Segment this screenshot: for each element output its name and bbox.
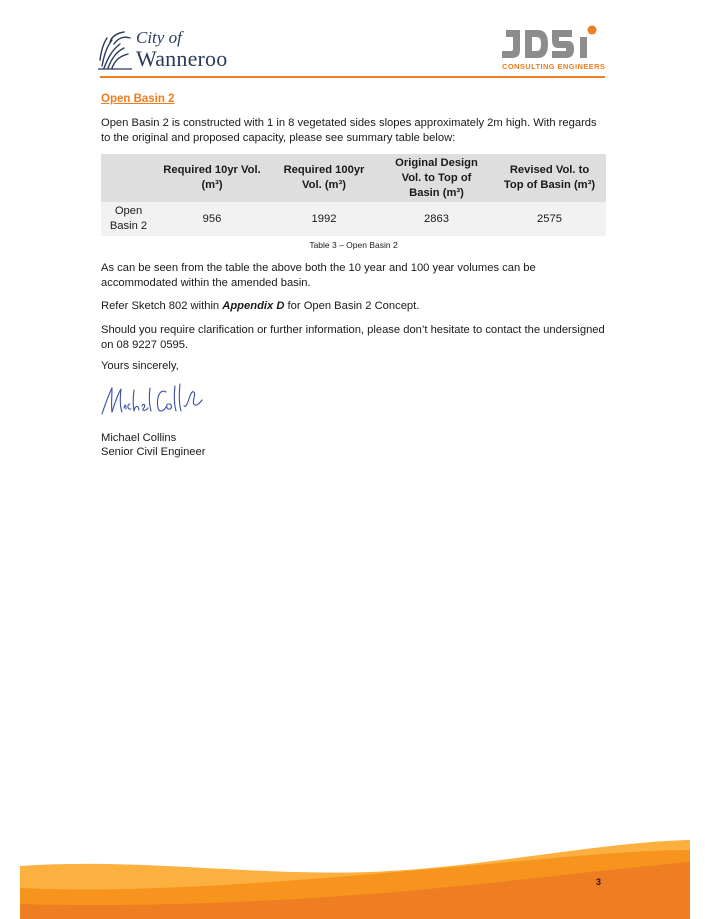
- jdsi-wordmark-icon: [498, 24, 602, 62]
- closing-salutation: Yours sincerely,: [101, 360, 179, 372]
- table-header-cell: Required 100yr Vol. (m³): [268, 154, 380, 202]
- refer-paragraph: [101, 299, 606, 314]
- table-header-cell: Required 10yr Vol. (m³): [156, 154, 268, 202]
- volumes-paragraph: As can be seen from the table the above both the 10 year and 100 year volumes can be accommodated within the amended basin.: [101, 262, 536, 289]
- refer-prefix: Refer Sketch 802 within: [101, 300, 223, 312]
- page-number: 3: [596, 877, 602, 887]
- jdsi-tagline: CONSULTING ENGINEERS: [502, 62, 606, 71]
- wanneroo-logo-line2: Wanneroo: [136, 46, 228, 71]
- appendix-reference: Appendix D: [222, 300, 285, 312]
- contact-paragraph: Should you require clarification or further information, please don’t hesitate to contact the undersigned on 08 9227 0595.: [101, 324, 605, 351]
- wanneroo-logo-line1: City of: [136, 28, 182, 47]
- table-cell: 956: [156, 202, 268, 236]
- signatory-title: Senior Civil Engineer: [101, 446, 206, 458]
- wanneroo-emblem-icon: [98, 30, 134, 70]
- signatory-name: Michael Collins: [101, 432, 177, 444]
- table-header-row: [101, 154, 606, 202]
- table-caption: Table 3 – Open Basin 2: [309, 240, 398, 250]
- table-cell: 2575: [493, 202, 606, 236]
- handwritten-signature: [100, 380, 204, 420]
- refer-suffix: for Open Basin 2 Concept.: [284, 300, 420, 312]
- table-header-cell: Revised Vol. to Top of Basin (m³): [493, 154, 606, 202]
- table-header-cell: Original Design Vol. to Top of Basin (m³): [380, 154, 493, 202]
- section-heading: Open Basin 2: [101, 93, 175, 105]
- table-row: [101, 202, 606, 236]
- summary-table: [101, 154, 606, 236]
- table-cell: 2863: [380, 202, 493, 236]
- table-header-cell: [101, 154, 156, 202]
- table-cell: Open Basin 2: [101, 202, 156, 236]
- header-divider: [100, 76, 605, 78]
- city-of-wanneroo-logo: [98, 28, 238, 72]
- table-cell: 1992: [268, 202, 380, 236]
- intro-paragraph: Open Basin 2 is constructed with 1 in 8 vegetated sides slopes approximately 2m high. With regards to the original and proposed capacity, please see summary table below:: [101, 117, 597, 144]
- jdsi-logo: [498, 24, 608, 74]
